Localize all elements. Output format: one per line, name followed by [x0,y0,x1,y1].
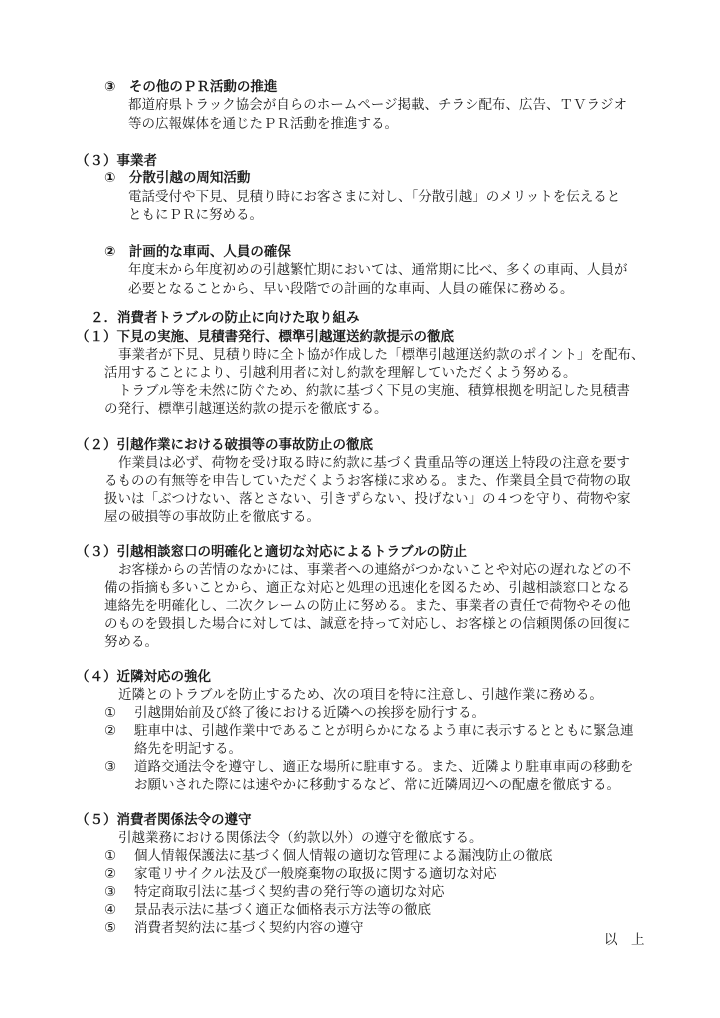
paragraph-line: 電話受付や下見、見積り時にお客さまに対し、「分散引越」のメリットを伝えると [128,189,621,205]
section-heading-pr-activity: ③ その他のＰＲ活動の推進 [104,79,278,95]
paragraph-line: 年度末から年度初めの引越繁忙期においては、通常期に比べ、多くの車両、人員が [128,262,628,278]
paragraph-line: ともにＰＲに努める。 [128,207,263,223]
paragraph-line: 努める。 [104,634,158,650]
paragraph-line: 都道府県トラック協会が自らのホームページ掲載、チラシ配布、広告、ＴＶラジオ [128,97,627,113]
section-heading-business-operator: （３）事業者 [76,153,157,169]
paragraph-line: の発行、標準引越運送約款の提示を徹底する。 [104,401,388,417]
paragraph-line: 作業員は必ず、荷物を受け取る時に約款に基づく貴重品等の運送上特段の注意を要す [118,455,630,471]
paragraph-line: 屋の破損等の事故防止を徹底する。 [104,509,320,525]
list-item: 特定商取引法に基づく契約書の発行等の適切な対応 [134,884,445,900]
paragraph-line: るものの有無等を申告していただくようお客様に求める。また、作業員全員で荷物の取 [104,473,631,489]
list-item-number: ③ [104,884,117,900]
list-item: 消費者契約法に基づく契約内容の遵守 [134,920,364,936]
paragraph-line: 扱いは「ぶつけない、落とさない、引きずらない、投げない」の４つを守り、荷物や家 [104,491,631,507]
list-item-number: ③ [104,759,117,775]
paragraph-line: 必要となることから、早い段階での計画的な車両、人員の確保に務める。 [128,281,574,297]
list-item: お願いされた際には速やかに移動するなど、常に近隣周辺への配慮を徹底する。 [134,777,620,793]
paragraph-line: 等の広報媒体を通じたＰＲ活動を推進する。 [128,116,398,132]
subsection-heading-3: （３）引越相談窓口の明確化と適切な対応によるトラブルの防止 [76,544,467,560]
subsection-heading-4: （４）近隣対応の強化 [76,669,211,685]
paragraph-line: のものを毀損した場合に対しては、誠意を持って対応し、お客様との信頼関係の回復に [104,616,631,632]
list-item-number: ① [104,848,117,864]
paragraph-line: トラブル等を未然に防ぐため、約款に基づく下見の実施、積算根拠を明記した見積書 [118,383,630,399]
list-item: 個人情報保護法に基づく個人情報の適切な管理による漏洩防止の徹底 [134,848,553,864]
list-item: 道路交通法令を遵守し、適正な場所に駐車する。また、近隣より駐車車両の移動を [134,759,634,775]
list-item: 引越開始前及び終了後における近隣への挨拶を励行する。 [134,705,485,721]
item-heading-vehicle-staff: ② 計画的な車両、人員の確保 [104,244,291,260]
item-heading-distributed-move: ① 分散引越の周知活動 [104,170,251,186]
list-item: 絡先を明記する。 [134,741,242,757]
list-item: 家電リサイクル法及び一般廃棄物の取扱に関する適切な対応 [134,866,497,882]
subsection-heading-2: （２）引越作業における破損等の事故防止の徹底 [76,437,373,453]
list-item-number: ② [104,866,117,882]
list-item: 景品表示法に基づく適正な価格表示方法等の徹底 [134,902,431,918]
paragraph-line: 連絡先を明確化し、二次クレームの防止に努める。また、事業者の責任で荷物やその他 [104,598,631,614]
paragraph-line: 備の指摘も多いことから、適正な対応と処理の迅速化を図るため、引越相談窓口となる [104,580,630,596]
list-item-number: ④ [104,902,117,918]
paragraph-line: 近隣とのトラブルを防止するため、次の項目を特に注意し、引越作業に務める。 [118,687,603,703]
subsection-heading-5: （５）消費者関係法令の遵守 [76,812,252,828]
chapter-heading: ２．消費者トラブルの防止に向けた取り組み [90,310,360,326]
closing-mark: 以 上 [604,932,645,948]
subsection-heading-1: （１）下見の実施、見積書発行、標準引越運送約款提示の徹底 [76,329,454,345]
paragraph-line: 活用することにより、引越利用者に対し約款を理解していただくよう努める。 [104,365,577,381]
paragraph-line: お客様からの苦情のなかには、事業者への連絡がつかないことや対応の遅れなどの不 [118,562,631,578]
list-item-number: ① [104,705,117,721]
list-item-number: ⑤ [104,920,117,936]
list-item-number: ② [104,723,117,739]
paragraph-line: 事業者が下見、見積り時に全ト協が作成した「標準引越運送約款のポイント」を配布、 [118,347,645,363]
list-item: 駐車中は、引越作業中であることが明らかになるよう車に表示するとともに緊急連 [134,723,634,739]
paragraph-line: 引越業務における関係法令（約款以外）の遵守を徹底する。 [118,830,483,846]
